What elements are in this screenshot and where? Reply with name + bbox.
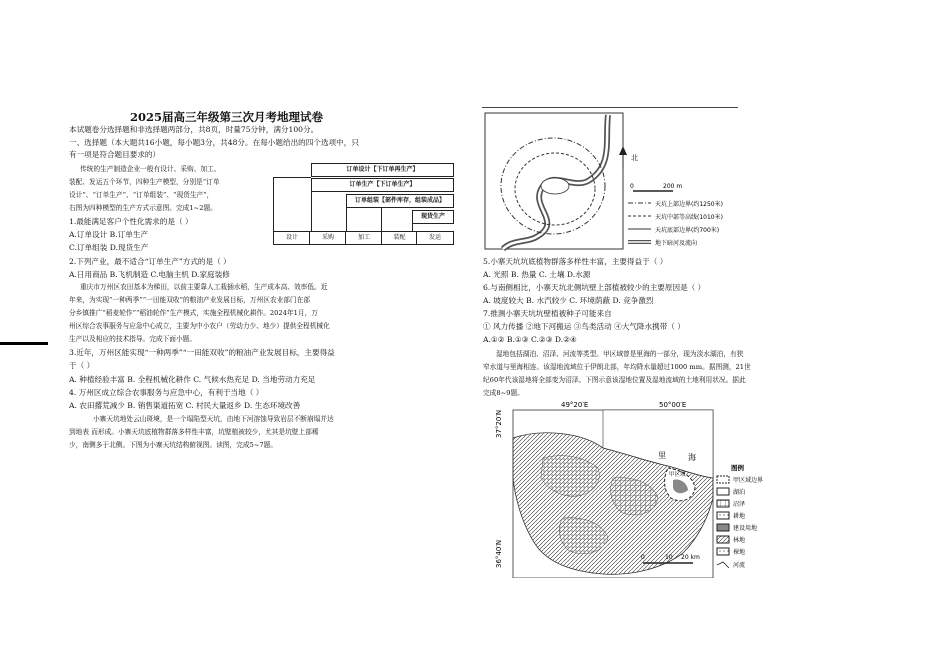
diagram-rule	[346, 208, 347, 231]
diagram-rule	[273, 177, 311, 178]
question-1-options: C.订单组装 D.现货生产	[69, 243, 149, 252]
scale-200: 200 m	[663, 183, 683, 190]
passage2-line: 重庆市万州区农田基本为梯田，以前主要靠人工栽插水稻，生产成本高、效率低。近	[80, 283, 328, 291]
stage-purchase: 采购	[309, 231, 347, 245]
stage-assembly: 装配	[381, 231, 418, 245]
passage4-line: 纪60年代该湿地将全部变为沼泽。下图示意该湿地位置及湿地流域的土地利用状况。据此	[483, 376, 746, 384]
margin-mark	[0, 342, 48, 345]
passage4-line: 湿地包括湖泊、沼泽、河流等类型。甲区域曾是里海的一部分，现为淡水湖泊，有狭	[496, 350, 744, 358]
legend-middle: 天坑中部等高线(1010米)	[655, 214, 723, 221]
legend-forest-symbol	[717, 536, 729, 543]
model-order-assembly: 订单组装【部件库存，组装成品】	[346, 194, 454, 208]
diagram-rule	[311, 192, 312, 231]
passage1-line: 设计”、“订单生产”、“订单组装”、“现货生产”，	[69, 191, 214, 199]
question-2: 2.下列产业，最不适合“订单生产”方式的是（ ）	[69, 257, 231, 266]
stage-shipping: 发运	[416, 231, 454, 245]
stage-processing: 加工	[345, 231, 383, 245]
legend-bare-symbol	[717, 548, 729, 555]
model-order-design: 订单设计【下订单再生产】	[311, 163, 454, 177]
area-jia-label: 甲区域	[669, 472, 686, 478]
scale-zero: 0	[630, 183, 634, 190]
question-4-options: A. 农田撂荒减少 B. 销售渠道拓宽 C. 村民大量返乡 D. 生态环境改善	[69, 401, 301, 410]
passage2-line: 年来，为实现“一种两季”“一田能双收”的粮油产业发展目标，万州区农业部门在部	[69, 296, 311, 304]
legend-lake-symbol	[717, 488, 729, 495]
legend-bare: 裸地	[733, 549, 746, 556]
passage1-line: 右图为四种模型的生产方式示意图。完成1~2题。	[69, 204, 217, 212]
passage4-line: 窄水道与里海相连。该湿地流域位于伊朗北部，年均降水量超过1000 mm。据图测，21世	[483, 363, 751, 371]
passage4-line: 完成8~9题。	[483, 389, 524, 397]
legend-marsh-symbol	[717, 500, 729, 507]
legend-bottom: 天坑底部边界(约700米)	[655, 227, 720, 234]
production-model-diagram	[273, 161, 453, 243]
stage-design: 设计	[273, 231, 311, 245]
question-1: 1.最能满足客户个性化需求的是（ ）	[69, 217, 193, 226]
legend-river-symbol	[717, 562, 729, 568]
question-7-options: A.①② B.①③ C.②③ D.②④	[483, 335, 577, 344]
passage2-line: 分乡镇推广“稻麦轮作”“稻油轮作”生产模式，实施全程机械化耕作。2024年1月，万	[69, 309, 318, 317]
scale-0: 0	[641, 554, 645, 561]
question-7-items: ① 风力传播 ②地下河搬运 ③鸟类活动 ④大气降水携带（ ）	[483, 322, 685, 331]
legend-built-symbol	[717, 524, 729, 531]
legend-marsh: 沼泽	[733, 501, 746, 508]
sea-label-2: 海	[688, 453, 696, 462]
question-1-options: A.订单设计 B.订单生产	[69, 230, 149, 239]
diagram-rule	[273, 177, 274, 231]
passage3-line: 少，南侧多于北侧。下图为小寨天坑结构俯视图。读图，完成5~7题。	[69, 441, 278, 449]
lat-bottom: 36°40′N	[495, 539, 503, 568]
model-order-production: 订单生产【下订单生产】	[311, 178, 454, 192]
passage2-line: 生产以及相应的技术指导。完成下面小题。	[69, 335, 197, 343]
scale-10: 10	[665, 554, 673, 561]
question-6: 6.与南侧相比，小寨天坑北侧坑壁上部植被较少的主要原因是（ ）	[483, 283, 706, 292]
legend-lake: 湖泊	[733, 489, 746, 496]
passage3-line: 到地表 而形成。小寨天坑底植物群落多样性丰富，坑壁植被较少，尤其是坑壁上部稀	[69, 428, 319, 436]
model-stock-production: 现货生产	[412, 210, 454, 224]
question-3-options: A. 种植经验丰富 B. 全程机械化耕作 C. 气候水热充足 D. 当地劳动力充足	[69, 375, 316, 384]
bottom-boundary	[541, 178, 569, 194]
sea-label-1: 里	[658, 451, 666, 460]
legend-jia: 甲区域边界	[733, 477, 764, 484]
passage1-line: 装配、发运五个环节，四种生产模型，分别是“订单	[69, 178, 220, 186]
lon-right: 50°00′E	[659, 401, 687, 409]
wetland-map	[483, 398, 783, 578]
legend-upper: 天坑上部边界(约1250米)	[655, 201, 723, 208]
legend-jia-symbol	[717, 476, 729, 483]
north-label: 北	[631, 154, 638, 162]
exam-title: 2025届高三年级第三次月考地理试卷	[130, 110, 324, 124]
legend-forest: 林地	[733, 537, 746, 544]
section-heading-cont: 有一项是符合题目要求的）	[69, 150, 161, 159]
question-5: 5.小寨天坑坑底植物群落多样性丰富，主要得益于（ ）	[483, 257, 668, 266]
header-rule	[482, 107, 738, 108]
question-3-cont: 于（ ）	[69, 361, 95, 370]
question-3: 3.近年，万州区能实现“一种两季”“一田能双收”的粮油产业发展目标，主要得益	[69, 348, 335, 357]
legend-cropland-symbol	[717, 512, 729, 519]
scale-20: 20 km	[681, 554, 700, 561]
lat-top: 37°20′N	[495, 409, 503, 438]
passage3-line: 小寨天坑地处云山斑境，是一个塌陷型天坑，由地下河溶蚀导致岩层不断崩塌并达	[93, 415, 334, 423]
diagram-rule	[381, 208, 382, 231]
exam-intro: 本试题卷分选择题和非选择题两部分，共8页，时量75分钟，满分100分。	[69, 125, 319, 134]
sinkhole-map	[483, 111, 743, 251]
diagram-rule	[412, 224, 413, 231]
legend-title: 图例	[731, 464, 744, 472]
legend-river: 河流	[733, 562, 746, 569]
legend-cropland: 耕地	[733, 513, 746, 520]
passage2-line: 州区综合农事服务与应急中心成立，主要为中小农户（劳动力少、地少）提供全程机械化	[69, 322, 330, 330]
section-heading: 一、选择题（本大题共16小题，每小题3分，共48分。在每小题给出的四个选项中，只	[69, 138, 359, 147]
lon-left: 49°20′E	[561, 401, 589, 409]
question-4: 4. 万州区成立综合农事服务与应急中心，有利于当地（ ）	[69, 388, 264, 397]
legend-river: 地下暗河及流向	[655, 240, 698, 247]
question-5-options: A. 光照 B. 热量 C. 土壤 D.水源	[483, 270, 591, 279]
passage1-line: 传统的生产制造企业一般有设计、采购、加工、	[80, 165, 221, 173]
question-2-options: A.日用商品 B.飞机制造 C.电脑主机 D.家庭装修	[69, 270, 230, 279]
legend-built: 建设用地	[733, 525, 758, 532]
question-7: 7.推测小寨天坑坑壁植被种子可能来自	[483, 309, 612, 318]
question-6-options: A. 坡度较大 B. 水汽较少 C. 环境荫蔽 D. 竞争激烈	[483, 296, 654, 305]
